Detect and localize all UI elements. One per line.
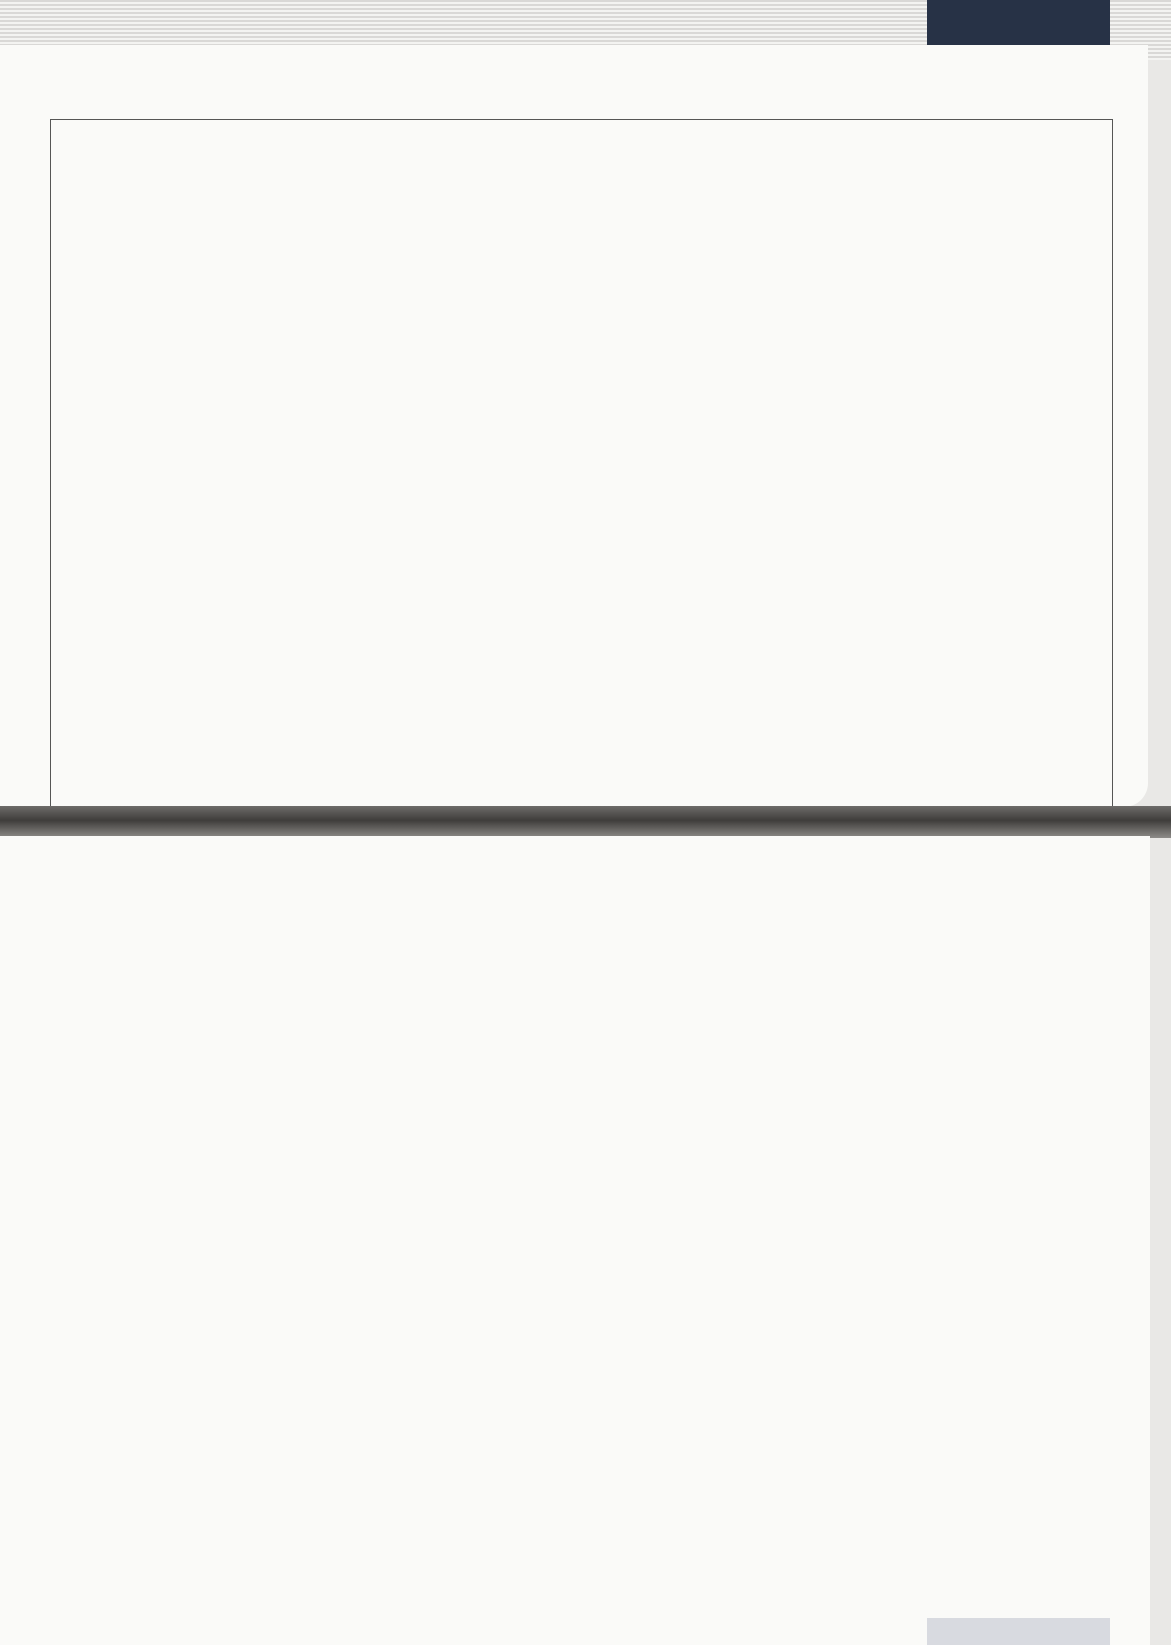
thumb-index-tab-bottom xyxy=(927,1618,1110,1645)
bottom-page xyxy=(0,836,1150,1645)
through-coaches xyxy=(700,1466,1060,1470)
book-gutter xyxy=(0,806,1171,838)
page-frame xyxy=(50,119,1113,811)
